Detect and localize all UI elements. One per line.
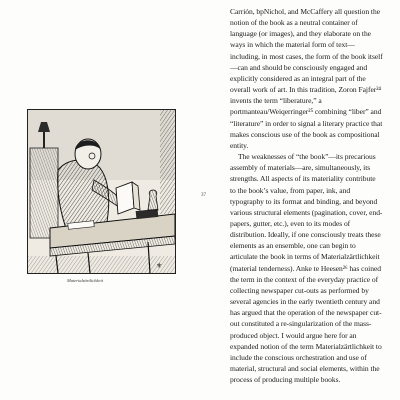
body-paragraph: The weaknesses of “the book”—its precarious assembly of materials—are, simultaneously, its strengths. All aspects of its materiality contribute to the book’s value, from paper, ink, and typography to its format and binding, and beyond various structural elements (pagination, cover, end-papers, gutter, etc.), even to its modes of distribution. Ideally, if one consciously treats these elements as an ensemble, one can begin to articulate the book in terms of Materialzärtlichkeit (material tenderness). Anke te Heesen²⁶ has coined the term in the context of the everyday practice of collecting newspaper cut-outs as performed by several agencies in the early twentieth century and has argued that the operation of the newspaper cut-out constituted a re-singularization of the mass-produced object. I would argue here for an expanded notion of the term Materialzärtlichkeit to include the conscious orchestration and use of material, structural and social elements, within the process of producing multiple books. xyxy=(230,152,383,385)
svg-text:⚜: ⚜ xyxy=(156,262,163,270)
body-paragraph: Carrión, bpNichol, and McCaffery all question the notion of the book as a neutral container of language (or images), and they elaborate on the ways in which the material form of text—including, in most cases, the form of the book itself—can and should be consciously engaged and explicitly considered as an integral part of the overall work of art. In this tradition, Zoron Fajfer²⁴ invents the term “liberature,” a portmanteau/Weiqerringer²⁵ combining “liber” and “literature” in order to signal a literary practice that makes conscious use of the book as compositional entity. xyxy=(230,7,383,150)
engraving-of-man-reading-at-desk-icon xyxy=(28,110,175,273)
body-text-column xyxy=(230,6,383,394)
engraving-illustration xyxy=(27,109,176,274)
page-number: 37 xyxy=(201,193,206,198)
figure-caption: Materialzärtlichkeit xyxy=(67,278,103,283)
